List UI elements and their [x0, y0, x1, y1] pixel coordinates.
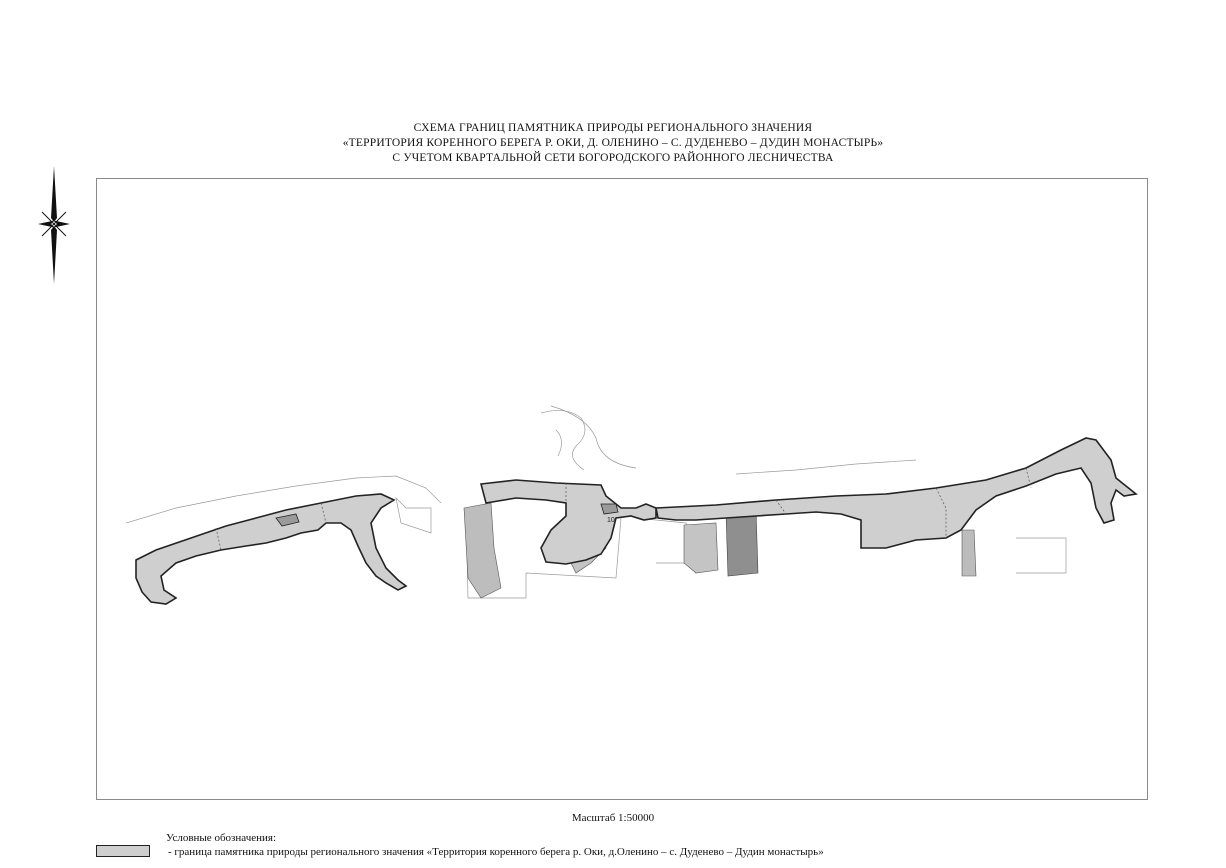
quarter-number: 10 [607, 517, 615, 524]
protected-area-central [481, 480, 656, 564]
protected-area-west [136, 494, 406, 604]
scale-label: Масштаб 1:50000 [571, 812, 655, 824]
dark-patch-central [601, 504, 618, 514]
map-canvas [96, 178, 1148, 800]
legend-title: Условные обозначения: [166, 832, 277, 844]
title-line-3: С УЧЕТОМ КВАРТАЛЬНОЙ СЕТИ БОГОРОДСКОГО РАЙОННОГО ЛЕСНИЧЕСТВА [392, 152, 834, 164]
legend-item-label: - граница памятника природы регионального значения «Территория коренного берега р. Оки, д.Оленино – с. Дуденево – Дудин монастырь» [168, 846, 824, 858]
north-arrow-icon [34, 166, 74, 284]
title-line-2: «ТЕРРИТОРИЯ КОРЕННОГО БЕРЕГА Р. ОКИ, Д. ОЛЕНИНО – С. ДУДЕНЕВО – ДУДИН МОНАСТЫРЬ» [342, 137, 884, 149]
legend-swatch [96, 845, 150, 857]
title-line-1: СХЕМА ГРАНИЦ ПАМЯТНИКА ПРИРОДЫ РЕГИОНАЛЬНОГО ЗНАЧЕНИЯ [413, 122, 813, 134]
map-title [0, 121, 1226, 166]
